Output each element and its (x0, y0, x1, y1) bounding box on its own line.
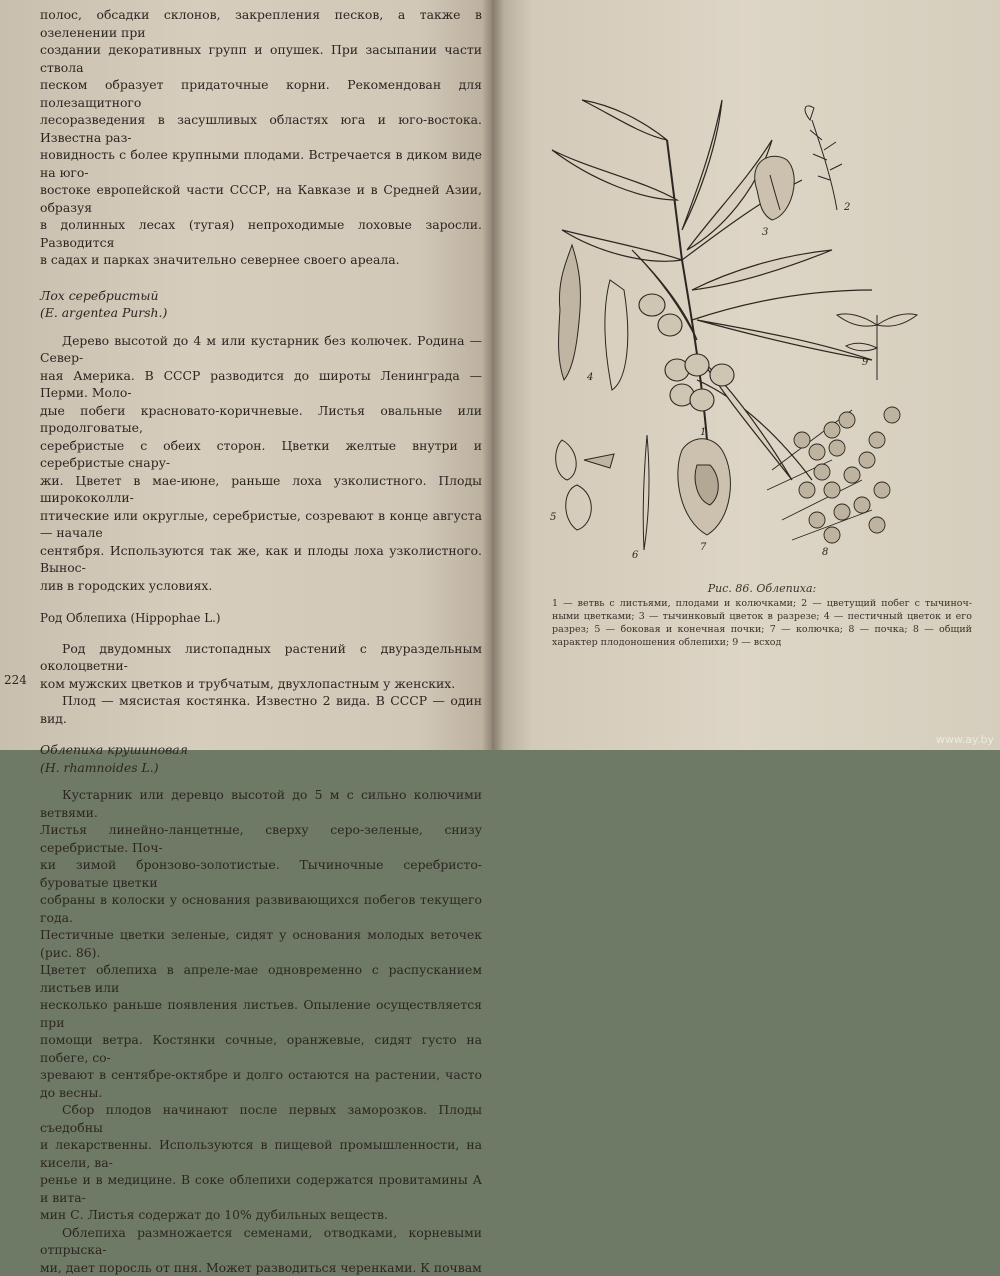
figure-number: 4 (586, 372, 593, 383)
book-gutter (482, 0, 504, 750)
fruiting-habit (767, 407, 900, 543)
text-line: помощи ветра. Костянки сочные, оранжевые, сидят густо на побеге, со- (40, 1031, 482, 1066)
sea-buckthorn-illustration (532, 80, 972, 580)
figure-number: 5 (550, 512, 556, 523)
figure-number: 9 (862, 357, 869, 368)
text-line: собраны в колоски у основания развивающихся побегов текущего года. (40, 891, 482, 926)
figure-number: 8 (822, 547, 828, 558)
text-line: несколько раньше появления листьев. Опыление осуществляется при (40, 996, 482, 1031)
figure-number: 1 (700, 427, 706, 438)
text-line: и лекарственны. Используются в пищевой промышленности, на кисели, ва- (40, 1136, 482, 1171)
species-name-heading: Облепиха крушиновая (40, 741, 482, 759)
text-line: новидность с более крупными плодами. Встречается в диком виде на юго- (40, 146, 482, 181)
species-latin-heading: (H. rhamnoides L.) (40, 759, 482, 777)
text-line: ми, дает поросль от пня. Может разводиться черенками. К почвам (40, 1259, 482, 1276)
text-line: ренье и в медицине. В соке облепихи содержатся провитамины А и вита- (40, 1171, 482, 1206)
text-line: дые побеги красновато-коричневые. Листья овальные или продолговатые, (40, 402, 482, 437)
text-line: ки зимой бронзово-золотистые. Тычиночные серебристо-буроватые цветки (40, 856, 482, 891)
genus-heading: Род Облепиха (Hippophae L.) (40, 610, 482, 628)
figure-number: 6 (632, 550, 639, 561)
text-line: песком образует придаточные корни. Рекомендован для полезащитного (40, 76, 482, 111)
text-line: создании декоративных групп и опушек. При засыпании части ствола (40, 41, 482, 76)
thorn (643, 435, 649, 550)
figure-caption (552, 582, 972, 649)
text-line: Род двудомных листопадных растений с двураздельным околоцветни- (40, 640, 482, 675)
figure-number: 7 (700, 542, 707, 553)
species-name-heading: Лох серебристый (40, 287, 482, 305)
text-line: ком мужских цветков и трубчатым, двухлопастным у женских. (40, 675, 482, 693)
text-line: Цветет облепиха в апреле-мае одновременно с распусканием листьев или (40, 961, 482, 996)
text-line: жи. Цветет в мае-июне, раньше лоха узколистного. Плоды ширококолли- (40, 472, 482, 507)
text-line: лесоразведения в засушливых областях юга и юго-востока. Известна раз- (40, 111, 482, 146)
left-page (0, 0, 492, 750)
left-page-text (40, 0, 482, 1276)
buds (556, 440, 614, 530)
text-line: Листья линейно-ланцетные, сверху серо-зеленые, снизу серебристые. Поч- (40, 821, 482, 856)
text-line: лив в городских условиях. (40, 577, 482, 595)
text-line: полос, обсадки склонов, закрепления песков, а также в озеленении при (40, 6, 482, 41)
female-flower (559, 245, 628, 390)
text-line: в садах и парках значительно севернее своего ареала. (40, 251, 482, 269)
caption-title: Рис. 86. Облепиха: (552, 582, 972, 595)
seedling (837, 314, 917, 380)
text-line: Пестичные цветки зеленые, сидят у основания молодых веточек (рис. 86). (40, 926, 482, 961)
text-line: ная Америка. В СССР разводится до широты Ленинграда — Перми. Моло- (40, 367, 482, 402)
text-line: Дерево высотой до 4 м или кустарник без колючек. Родина — Север- (40, 332, 482, 367)
figure-number: 2 (843, 202, 850, 213)
text-line: птические или округлые, серебристые, созревают в конце августа — начале (40, 507, 482, 542)
figure-number: 3 (762, 227, 768, 238)
watermark: www.ay.by (936, 733, 994, 746)
text-line: сентября. Используются так же, как и плоды лоха узколистного. Вынос- (40, 542, 482, 577)
text-line: Плод — мясистая костянка. Известно 2 вида. В СССР — один вид. (40, 692, 482, 727)
right-page (492, 0, 1000, 750)
caption-text: 1 — ветвь с листьями, плодами и колючками; 2 — цветущий побег с тычиноч-ными цветками; 3 — тычинковый цветок в разрезе; 4 — пестичный цветок и его разрез; 5 — боковая и конечная почки; 7 — колючка; 8 — почка; 8 — общий характер плодоношения облепихи; 9 — всход (552, 597, 972, 649)
text-line: серебристые с обеих сторон. Цветки желтые внутри и серебристые снару- (40, 437, 482, 472)
text-line: востоке европейской части СССР, на Кавказе и в Средней Азии, образуя (40, 181, 482, 216)
text-line: Кустарник или деревцо высотой до 5 м с сильно колючими ветвями. (40, 786, 482, 821)
text-line: зревают в сентябре-октябре и долго остаются на растении, часто до весны. (40, 1066, 482, 1101)
text-line: в долинных лесах (тугая) непроходимые лоховые заросли. Разводится (40, 216, 482, 251)
text-line: Облепиха размножается семенами, отводками, корневыми отпрыска- (40, 1224, 482, 1259)
flowering-shoot (805, 106, 842, 210)
species-latin-heading: (E. argentea Pursh.) (40, 304, 482, 322)
text-line: Сбор плодов начинают после первых заморозков. Плоды съедобны (40, 1101, 482, 1136)
bud (678, 439, 731, 535)
page-number: 224 (4, 673, 27, 687)
flower-section (755, 156, 795, 220)
text-line: мин С. Листья содержат до 10% дубильных веществ. (40, 1206, 482, 1224)
